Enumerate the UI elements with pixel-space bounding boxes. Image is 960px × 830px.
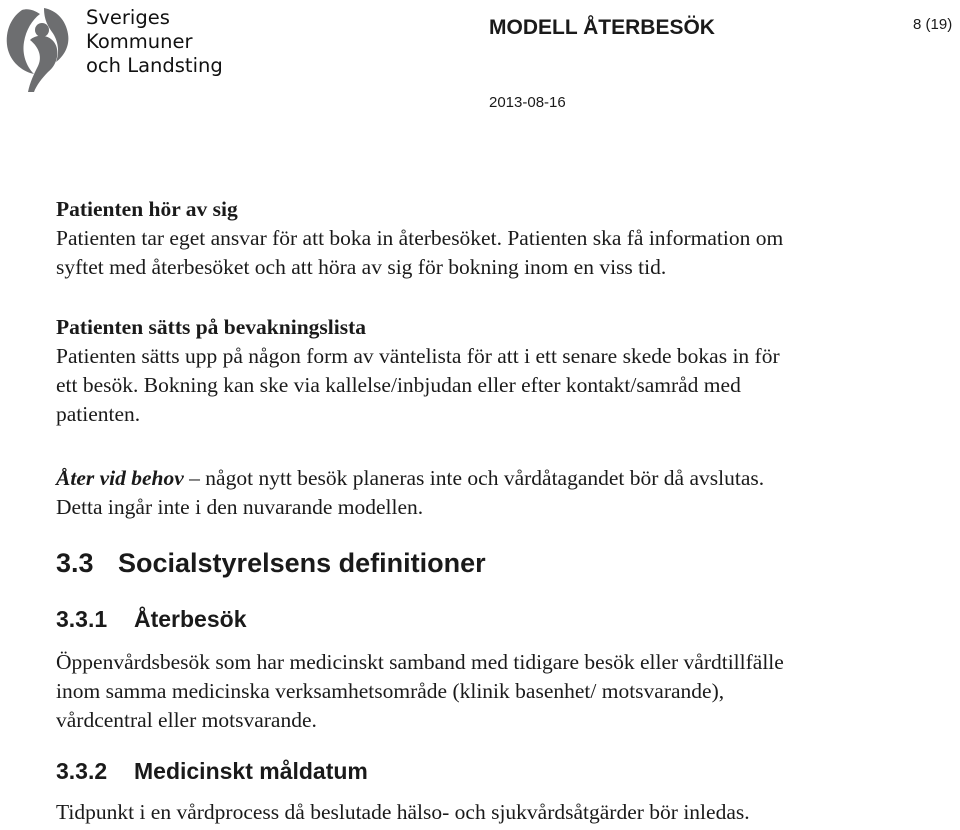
body-line: inom samma medicinska verksamhetsområde (klinik basenhet/ motsvarande), — [56, 679, 725, 703]
section-monitoring-list — [56, 313, 946, 429]
organization-logo — [0, 0, 240, 95]
body-line: ett besök. Bokning kan ske via kallelse/inbjudan eller efter kontakt/samråd med — [56, 373, 741, 397]
section-heading: Patienten sätts på bevakningslista — [56, 315, 366, 339]
document-title: MODELL ÅTERBESÖK — [489, 16, 715, 39]
section-return-as-needed — [56, 464, 946, 522]
heading-3-3 — [56, 548, 946, 579]
body-line: Tidpunkt i en vårdprocess då beslutade hälso- och sjukvårdsåtgärder bör inledas. — [56, 800, 750, 824]
heading-3-3-1 — [56, 606, 946, 633]
section-patient-contacts — [56, 195, 946, 282]
section-heading: Patienten hör av sig — [56, 197, 238, 221]
body-line: Patienten tar eget ansvar för att boka in återbesöket. Patienten ska få information om — [56, 226, 784, 250]
logo-line: Sveriges — [86, 6, 170, 29]
logo-mark-icon — [0, 0, 84, 95]
heading-number: 3.3.2 — [56, 758, 108, 784]
logo-line: och Landsting — [86, 54, 223, 77]
heading-number: 3.3 — [56, 548, 94, 578]
heading-number: 3.3.1 — [56, 606, 108, 632]
heading-text: Socialstyrelsens definitioner — [118, 548, 486, 578]
definition-return-visit — [56, 648, 946, 735]
heading-text: Återbesök — [134, 606, 247, 632]
body-line: patienten. — [56, 402, 141, 426]
logo-line: Kommuner — [86, 30, 193, 53]
body-line: vårdcentral eller motsvarande. — [56, 708, 317, 732]
emphasis-term: Åter vid behov — [56, 466, 184, 490]
body-line: Patienten sätts upp på någon form av väntelista för att i ett senare skede bokas in för — [56, 344, 780, 368]
definition-medical-target-date — [56, 798, 946, 827]
document-date: 2013-08-16 — [489, 94, 566, 111]
logo-wordmark — [86, 6, 223, 78]
body-line: Åter vid behov – något nytt besök planeras inte och vårdåtagandet bör då avslutas. — [56, 466, 765, 490]
page-number: 8 (19) — [913, 16, 953, 33]
body-line: syftet med återbesöket och att höra av sig för bokning inom en viss tid. — [56, 255, 667, 279]
body-line: Öppenvårdsbesök som har medicinskt samband med tidigare besök eller vårdtillfälle — [56, 650, 784, 674]
heading-text: Medicinskt måldatum — [134, 758, 368, 784]
body-line: Detta ingår inte i den nuvarande modellen. — [56, 495, 424, 519]
heading-3-3-2 — [56, 758, 946, 785]
